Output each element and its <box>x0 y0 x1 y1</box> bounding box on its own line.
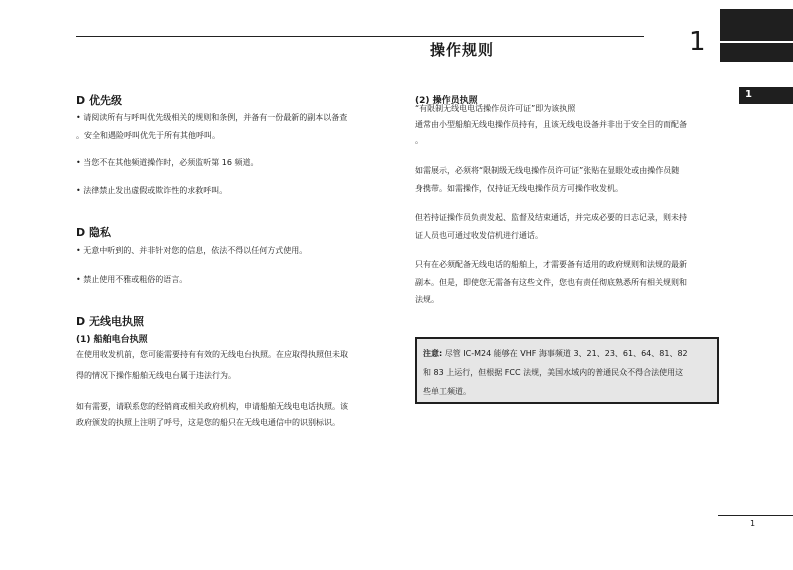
priority-bullet-1-line-1: • 请阅读所有与呼叫优先级相关的规则和条例，并备有一份最新的副本以备查 <box>76 113 348 122</box>
priority-bullet-3: • 法律禁止发出虚假或欺诈性的求救呼叫。 <box>76 186 228 195</box>
side-tab-label: 1 <box>745 89 752 100</box>
license-heading: D 无线电执照 <box>76 315 144 328</box>
priority-bullet-2: • 当您不在其他频道操作时，必须监听第 16 频道。 <box>76 158 259 167</box>
priority-bullet-1-line-2: 。安全和遇险呼叫优先于所有其他呼叫。 <box>76 131 220 140</box>
note-line-1-text: 尽管 IC-M24 能够在 VHF 海事频道 3、21、23、61、64、81、82 <box>442 349 688 358</box>
station-license-para-2-line-1: 如有需要，请联系您的经销商或相关政府机构，申请船舶无线电电话执照。该 <box>76 402 348 411</box>
operator-license-para-4-line-1: 只有在必须配备无线电话的船舶上，才需要备有适用的政府规则和法规的最新 <box>415 260 687 269</box>
note-line-2: 和 83 上运行，但根据 FCC 法规，美国水域内的普通民众不得合法使用这 <box>423 368 684 377</box>
note-label: 注意: <box>423 349 443 358</box>
privacy-heading: D 隐私 <box>76 226 111 239</box>
chapter-tab-block-lower <box>720 43 793 62</box>
operator-license-para-4-line-3: 法规。 <box>415 295 439 304</box>
page-number: 1 <box>750 519 756 528</box>
note-line-1 <box>423 344 711 363</box>
header-rule <box>76 36 644 37</box>
operator-license-para-3-line-2: 证人员也可通过收发信机进行通话。 <box>415 231 543 240</box>
operator-license-para-1-line-1: “有限制无线电电话操作员许可证”即为该执照 <box>415 104 576 113</box>
operator-license-para-2-line-1: 如需展示，必须将“限制级无线电操作员许可证”张贴在显眼处或由操作员随 <box>415 166 680 175</box>
operator-license-para-4-line-2: 副本。但是，即使您无需备有这些文件，您也有责任彻底熟悉所有相关规则和 <box>415 278 687 287</box>
side-chapter-tab <box>739 87 793 104</box>
privacy-bullet-2: • 禁止使用不雅或粗俗的语言。 <box>76 275 188 284</box>
page-title: 操作规则 <box>430 41 495 59</box>
operator-license-para-1-line-2: 通常由小型船舶无线电操作员持有，且该无线电设备并非出于安全目的而配备 <box>415 120 687 129</box>
station-license-para-1-line-2: 得的情况下操作船舶无线电台属于违法行为。 <box>76 371 236 380</box>
operator-license-subheading: (2) 操作员执照 <box>415 96 478 106</box>
chapter-tab-block <box>720 9 793 41</box>
operator-license-para-1-line-3: 。 <box>415 136 423 145</box>
priority-heading: D 优先级 <box>76 94 122 107</box>
chapter-number: 1 <box>689 27 706 57</box>
station-license-subheading: (1) 船舶电台执照 <box>76 335 148 345</box>
privacy-bullet-1: • 无意中听到的、并非针对您的信息，依法不得以任何方式使用。 <box>76 246 308 255</box>
station-license-para-2-line-2: 政府颁发的执照上注明了呼号，这是您的船只在无线电通信中的识别标识。 <box>76 418 340 427</box>
note-box <box>415 337 719 404</box>
note-line-3: 些单工频道。 <box>423 387 471 396</box>
station-license-para-1-line-1: 在使用收发机前，您可能需要持有有效的无线电台执照。在应取得执照但未取 <box>76 350 348 359</box>
operator-license-para-3-line-1: 但若持证操作员负责发起、监督及结束通话，并完成必要的日志记录，则未持 <box>415 213 687 222</box>
footer-rule <box>718 515 793 516</box>
operator-license-para-2-line-2: 身携带。如需操作，仅持证无线电操作员方可操作收发机。 <box>415 184 623 193</box>
